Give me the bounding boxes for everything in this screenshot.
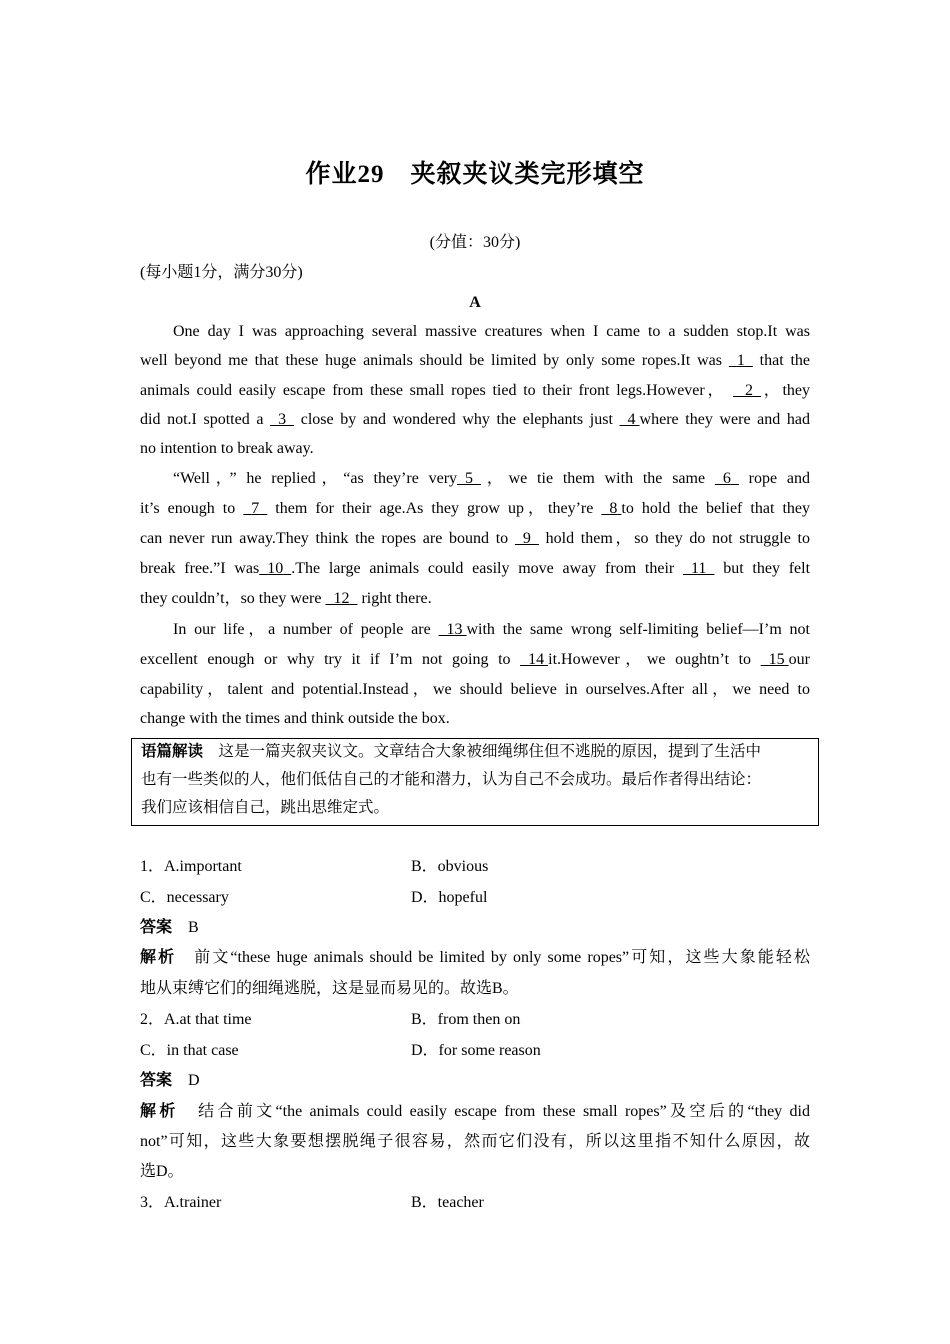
- passage-line: they couldn’t，so they were 12 right there.: [140, 590, 432, 607]
- analysis-label: 语篇解读: [141, 743, 204, 760]
- option-a: 1．A.important: [140, 858, 242, 875]
- blank-15[interactable]: 15: [768, 651, 785, 668]
- explanation-line: 解析 结合前文“the animals could easily escape from these small ropes”及空后的“they did: [140, 1103, 810, 1120]
- passage-line: “Well，” he replied，“as they’re very 5 ，we tie them with the same 6 rope and: [173, 470, 810, 487]
- blank-9[interactable]: 9: [522, 530, 531, 547]
- blank-2[interactable]: 2: [744, 382, 753, 399]
- blank-13[interactable]: 13: [446, 621, 463, 638]
- score-note: (分值：30分): [429, 234, 521, 251]
- explanation-line: 选D。: [140, 1163, 184, 1180]
- blank-10[interactable]: 10: [267, 560, 284, 577]
- blank-3[interactable]: 3: [278, 411, 287, 428]
- answer-line: 答案 D: [140, 1072, 200, 1089]
- passage-line: no intention to break away.: [140, 440, 314, 457]
- option-d: D．hopeful: [411, 889, 488, 906]
- blank-7[interactable]: 7: [251, 500, 260, 517]
- blank-6[interactable]: 6: [722, 470, 731, 487]
- analysis-line: 语篇解读 这是一篇夹叙夹议文。文章结合大象被细绳绑住但不逃脱的原因，提到了生活中: [141, 743, 762, 760]
- instruction: (每小题1分，满分30分): [140, 264, 303, 281]
- passage-line: change with the times and think outside the box.: [140, 710, 450, 727]
- option-a: 3．A.trainer: [140, 1194, 222, 1211]
- passage-line: capability，talent and potential.Instead，we should believe in ourselves.After all，we need to: [140, 681, 810, 698]
- passage-line: One day I was approaching several massive creatures when I came to a sudden stop.It was: [173, 323, 810, 340]
- option-b: B．from then on: [411, 1011, 521, 1028]
- passage-line: it’s enough to 7 them for their age.As they grow up，they’re 8 to hold the belief that they: [140, 500, 811, 517]
- analysis-line: 我们应该相信自己，跳出思维定式。: [141, 799, 390, 816]
- blank-14[interactable]: 14: [528, 651, 545, 668]
- passage-line: can never run away.They think the ropes are bound to 9 hold them，so they do not struggle to: [140, 530, 811, 547]
- analysis-line: 也有一些类似的人，他们低估自己的才能和潜力，认为自己不会成功。最后作者得出结论：: [141, 771, 762, 788]
- option-a: 2．A.at that time: [140, 1011, 252, 1028]
- passage-line: well beyond me that these huge animals should be limited by only some ropes.It was 1 that the: [140, 352, 811, 369]
- passage-line: In our life，a number of people are 13 with the same wrong self-limiting belief—I’m not: [173, 621, 810, 638]
- option-b: B．obvious: [411, 858, 489, 875]
- passage-line: animals could easily escape from these small ropes tied to their front legs.However， 2 ，they: [140, 382, 810, 399]
- blank-8[interactable]: 8: [609, 500, 618, 517]
- passage-line: did not.I spotted a 3 close by and wondered why the elephants just 4 where they were and had: [140, 411, 811, 428]
- page-title: 作业29 夹叙夹议类完形填空: [305, 161, 645, 188]
- answer-line: 答案 B: [140, 919, 199, 936]
- answer-value: B: [188, 919, 199, 936]
- explanation-line: 地从束缚它们的细绳逃脱，这是显而易见的。故选B。: [140, 980, 519, 997]
- option-b: B．teacher: [411, 1194, 484, 1211]
- passage-line: break free.”I was 10 .The large animals could easily move away from their 11 but they felt: [140, 560, 811, 577]
- passage-analysis-box: [131, 738, 819, 826]
- option-d: D．for some reason: [411, 1042, 541, 1059]
- option-c: C．necessary: [140, 889, 229, 906]
- blank-11[interactable]: 11: [691, 560, 707, 577]
- blank-4[interactable]: 4: [627, 411, 636, 428]
- explanation-line: 解析 前文“these huge animals should be limited by only some ropes”可知，这些大象能轻松: [140, 949, 810, 966]
- option-c: C．in that case: [140, 1042, 239, 1059]
- explanation-line: not”可知，这些大象要想摆脱绳子很容易，然而它们没有，所以这里指不知什么原因，故: [140, 1133, 810, 1150]
- blank-5[interactable]: 5: [465, 470, 474, 487]
- blank-12[interactable]: 12: [333, 590, 350, 607]
- blank-1[interactable]: 1: [736, 352, 745, 369]
- section-label: A: [469, 294, 481, 311]
- answer-value: D: [188, 1072, 200, 1089]
- passage-line: excellent enough or why try it if I’m not going to 14 it.However，we oughtn’t to 15 our: [140, 651, 810, 668]
